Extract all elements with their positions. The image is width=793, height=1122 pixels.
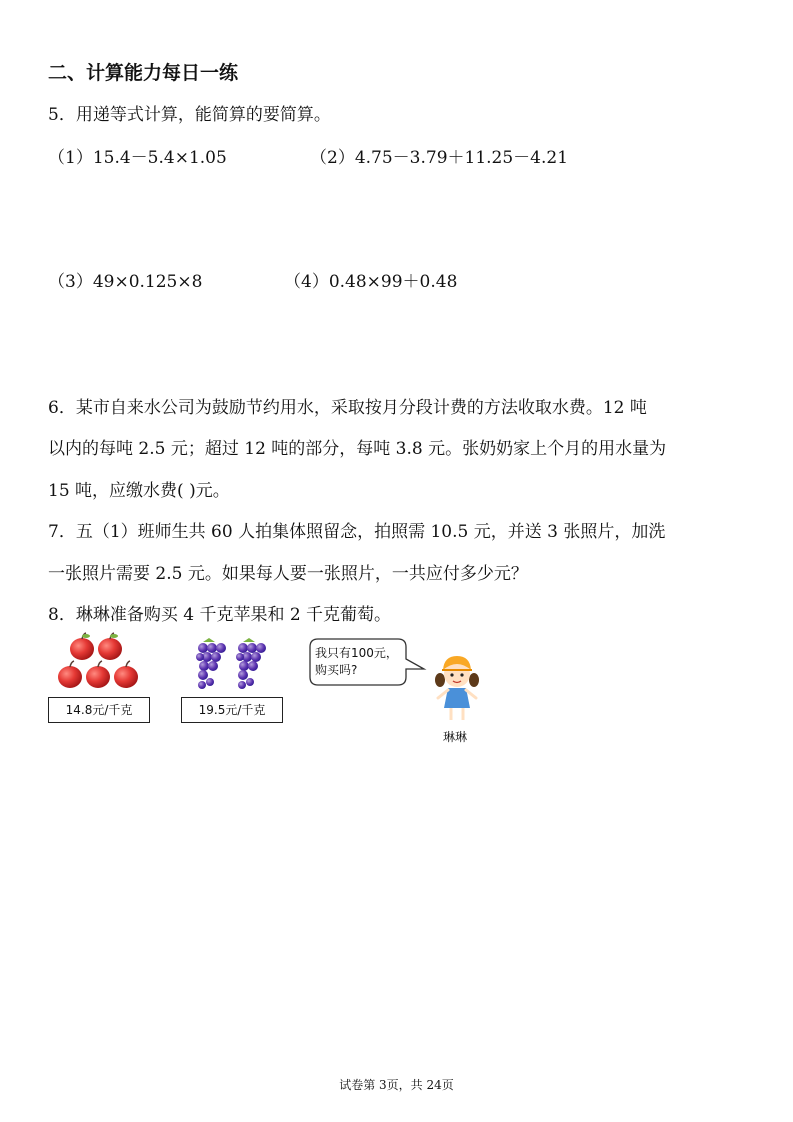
q7-line-2: 一张照片需要 2.5 元。如果每人要一张照片，一共应付多少元？: [48, 564, 528, 584]
grape-price-label: 19.5元/千克: [181, 697, 283, 723]
q5-item-2: （2）4.75－3.79＋11.25－4.21: [310, 148, 569, 168]
q5-item-1: （1）15.4－5.4×1.05: [48, 148, 227, 168]
q6-line-1: 6．某市自来水公司为鼓励节约用水，采取按月分段计费的方法收取水费。12 吨: [48, 398, 647, 418]
speech-line-2: 购买吗?: [315, 663, 358, 677]
q8-stem: 8．琳琳准备购买 4 千克苹果和 2 千克葡萄。: [48, 605, 392, 625]
speech-line-1: 我只有100元，: [315, 646, 398, 660]
grapes-icon: [195, 638, 275, 692]
q5-item-4: （4）0.48×99＋0.48: [284, 272, 458, 292]
q5-item-3: （3）49×0.125×8: [48, 272, 203, 292]
page-footer: 试卷第 3页，共 24页: [339, 1078, 454, 1092]
q6-line-3: 15 吨，应缴水费( )元。: [48, 481, 230, 501]
q7-line-1: 7．五（1）班师生共 60 人拍集体照留念，拍照需 10.5 元，并送 3 张照片，加洗: [48, 522, 666, 542]
girl-icon: [430, 650, 484, 724]
girl-name: 琳琳: [443, 730, 468, 744]
apples-icon: [55, 633, 145, 693]
q6-line-2: 以内的每吨 2.5 元；超过 12 吨的部分，每吨 3.8 元。张奶奶家上个月的用水量为: [48, 439, 667, 459]
apple-price-label: 14.8元/千克: [48, 697, 150, 723]
q5-stem: 5．用递等式计算，能简算的要简算。: [48, 105, 331, 125]
section-title: 二、计算能力每日一练: [48, 62, 239, 84]
